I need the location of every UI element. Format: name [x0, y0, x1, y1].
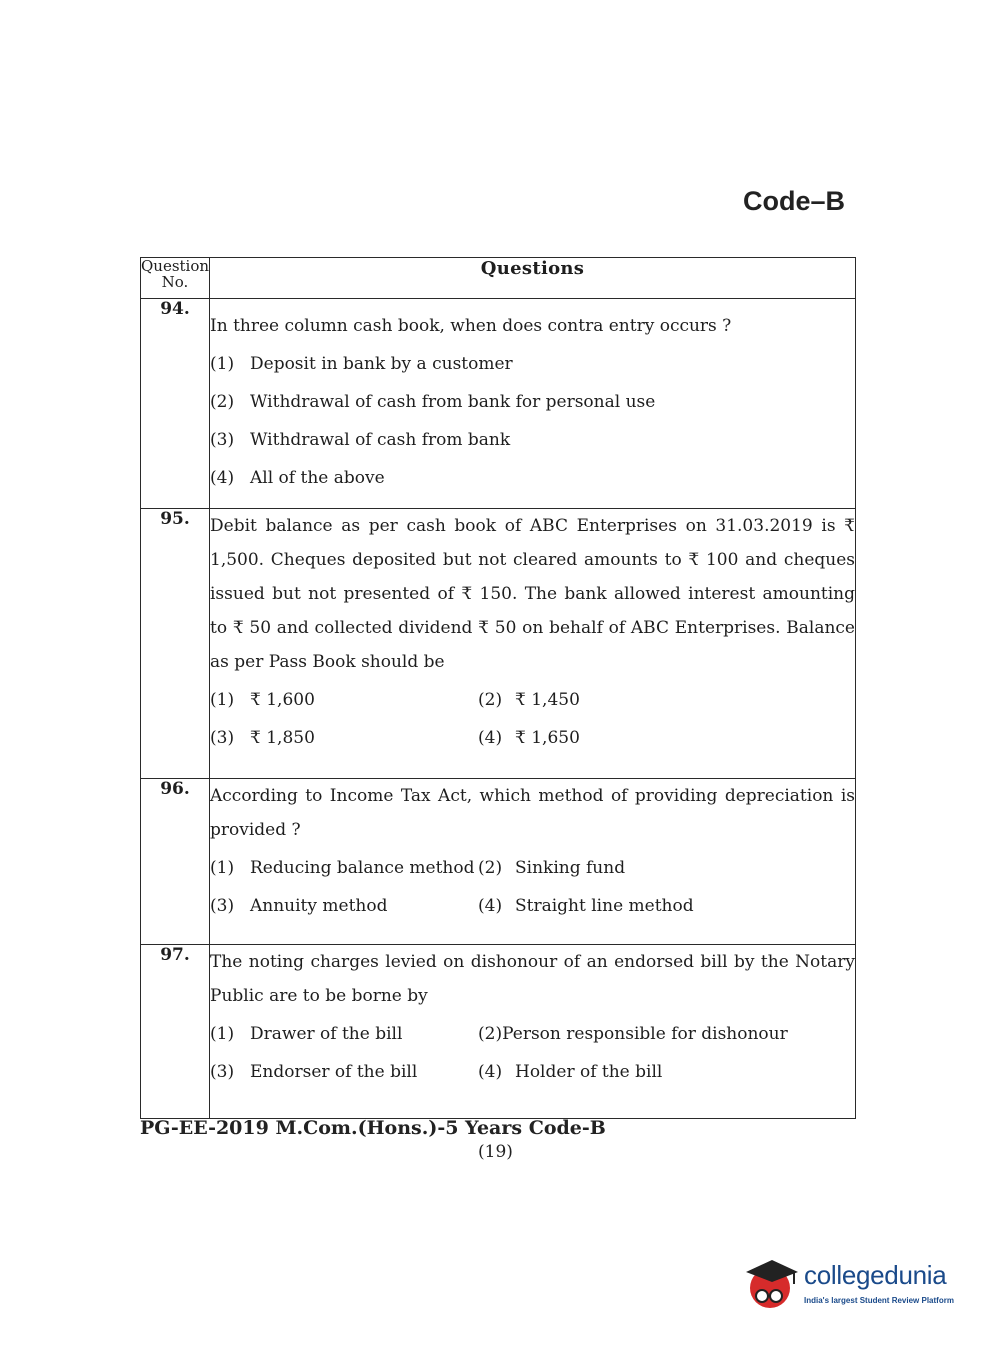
option — [210, 421, 855, 459]
option — [478, 1053, 746, 1091]
option-row — [210, 681, 855, 719]
question-body — [210, 779, 856, 945]
option-text: Straight line method — [515, 896, 694, 916]
option — [478, 719, 746, 757]
option — [478, 1015, 788, 1053]
question-number: 97. — [141, 945, 210, 1119]
question-row — [141, 299, 856, 509]
table-header-row — [141, 258, 856, 299]
collegedunia-logo[interactable] — [742, 1254, 972, 1314]
option-number: (1) — [210, 858, 235, 878]
option-text: Person responsible for dishonour — [502, 1024, 788, 1044]
option-number: (1) — [210, 354, 235, 374]
option — [210, 1053, 478, 1091]
option-number: (3) — [210, 430, 235, 450]
code-label: Code–B — [743, 186, 846, 216]
question-number: 96. — [141, 779, 210, 945]
question-body — [210, 945, 856, 1119]
question-row — [141, 945, 856, 1119]
option-text: ₹ 1,450 — [515, 690, 580, 710]
logo-name: collegedunia — [804, 1260, 947, 1290]
questions-table — [140, 257, 856, 1119]
header-questions: Questions — [210, 258, 856, 299]
question-text: In three column cash book, when does contra entry occurs ? — [210, 316, 732, 336]
graduate-cap-mascot-icon — [742, 1254, 802, 1314]
option-text: Reducing balance method — [250, 858, 475, 878]
option-row — [210, 1015, 855, 1053]
option-text: Sinking fund — [515, 858, 626, 878]
option — [478, 887, 746, 925]
option-text: Endorser of the bill — [250, 1062, 418, 1082]
option — [210, 681, 478, 719]
question-row — [141, 509, 856, 779]
option — [210, 887, 478, 925]
question-body — [210, 299, 856, 509]
option-text: ₹ 1,600 — [250, 690, 315, 710]
option-number: (3) — [210, 728, 235, 748]
option-number: (4) — [210, 468, 235, 488]
option-text: Annuity method — [250, 896, 388, 916]
option-text: Withdrawal of cash from bank — [250, 430, 511, 450]
option-text: ₹ 1,850 — [250, 728, 315, 748]
option-text: Withdrawal of cash from bank for personal use — [250, 392, 656, 412]
option-text: Drawer of the bill — [250, 1024, 403, 1044]
option-number: (4) — [478, 896, 503, 916]
option — [210, 719, 478, 757]
option-text: Holder of the bill — [515, 1062, 663, 1082]
question-body — [210, 509, 856, 779]
option-number: (2) — [210, 392, 235, 412]
option-number: (3) — [210, 1062, 235, 1082]
question-text: According to Income Tax Act, which method of providing depreciation is provided ? — [210, 786, 855, 840]
question-text: Debit balance as per cash book of ABC Enterprises on 31.03.2019 is ₹ 1,500. Cheques deposited but not cleared amounts to ₹ 100 and cheques issued but not presented of ₹ 150. The bank allowed interest amounting to ₹ 50 and collected dividend ₹ 50 on behalf of ABC Enterprises. Balance as per Pass Book should be — [210, 516, 855, 672]
option-text: ₹ 1,650 — [515, 728, 580, 748]
option-row — [210, 887, 855, 925]
logo-tagline: India's largest Student Review Platform — [804, 1296, 954, 1305]
option — [210, 383, 855, 421]
option-number: (2) — [478, 1024, 503, 1044]
option — [478, 681, 746, 719]
option-number: (2) — [478, 858, 503, 878]
option-number: (2) — [478, 690, 503, 710]
option — [210, 459, 855, 497]
header-question-no: Question No. — [141, 258, 210, 299]
question-number: 94. — [141, 299, 210, 509]
footer-exam-code: PG-EE-2019 M.Com.(Hons.)-5 Years Code-B — [140, 1117, 606, 1139]
option-number: (1) — [210, 690, 235, 710]
option — [210, 345, 855, 383]
question-number: 95. — [141, 509, 210, 779]
question-text: The noting charges levied on dishonour of an endorsed bill by the Notary Public are to be borne by — [210, 952, 855, 1006]
option — [210, 849, 478, 887]
option-row — [210, 1053, 855, 1091]
option-number: (3) — [210, 896, 235, 916]
option-number: (1) — [210, 1024, 235, 1044]
option-row — [210, 849, 855, 887]
option — [210, 1015, 478, 1053]
option-number: (4) — [478, 1062, 503, 1082]
option-text: Deposit in bank by a customer — [250, 354, 513, 374]
page-number: (19) — [478, 1142, 513, 1162]
option-number: (4) — [478, 728, 503, 748]
question-row — [141, 779, 856, 945]
option-text: All of the above — [250, 468, 385, 488]
option — [478, 849, 746, 887]
option-row — [210, 719, 855, 757]
